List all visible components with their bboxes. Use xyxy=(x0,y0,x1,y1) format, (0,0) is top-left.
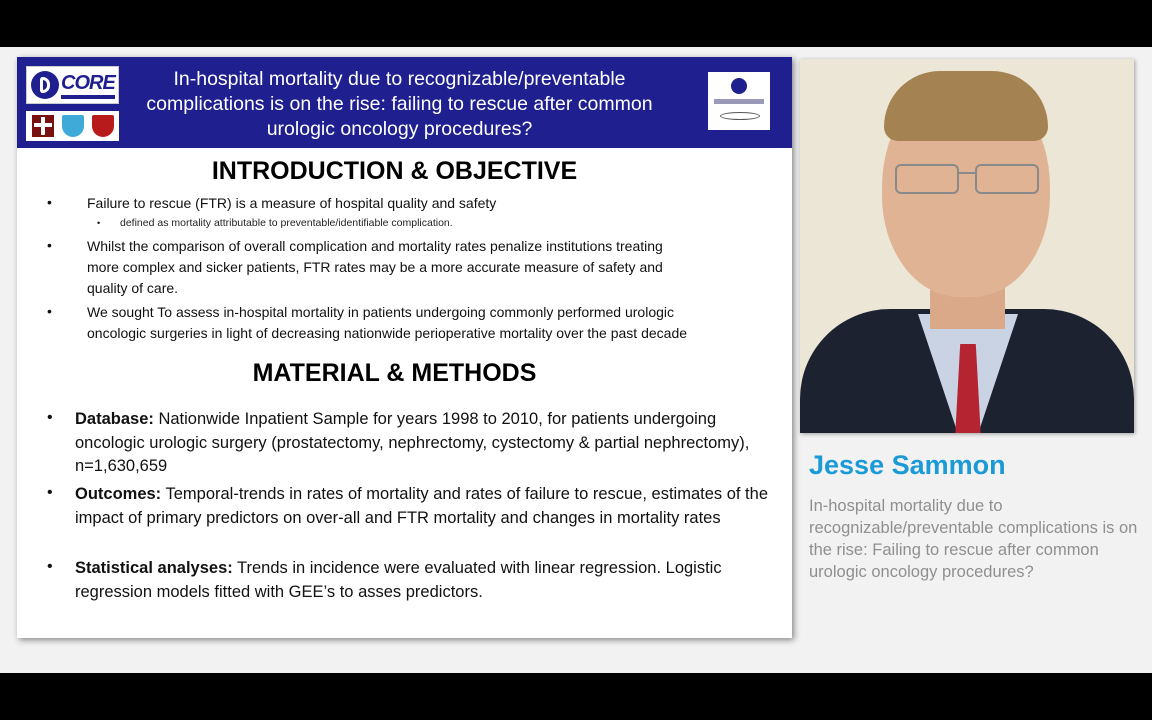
intro-bullet-2-line-3: quality of care. xyxy=(87,280,179,296)
sub-bullet-icon: • xyxy=(97,218,101,228)
slide-header-banner xyxy=(17,57,792,148)
intro-bullet-2-line-1: Whilst the comparison of overall complication and mortality rates penalize institutions treating xyxy=(87,238,663,254)
intro-bullet-3-line-2: oncologic surgeries in light of decreasing nationwide perioperative mortality over the past decade xyxy=(87,325,688,341)
methods-statistics-key: Statistical analyses: xyxy=(75,559,233,577)
core-logo-mark-icon xyxy=(31,71,59,99)
bullet-icon: • xyxy=(47,409,53,426)
methods-database-key: Database: xyxy=(75,410,154,428)
bullet-icon: • xyxy=(47,558,53,575)
bullet-icon: • xyxy=(47,194,52,210)
methods-heading: MATERIAL & METHODS xyxy=(252,359,537,387)
intro-heading: INTRODUCTION & OBJECTIVE xyxy=(211,157,578,185)
methods-database-text: Nationwide Inpatient Sample for years 1998 to 2010, for patients undergoing oncologic urologic surgery (prostatectomy, nephrectomy, cystectomy & partial nephrectomy), n=1,630,659 xyxy=(75,410,750,475)
bullet-icon: • xyxy=(47,237,52,253)
methods-statistics-text: Trends in incidence were evaluated with linear regression. Logistic regression models fitted with GEE’s to asses predictors. xyxy=(75,559,722,601)
vattikuti-mark-icon xyxy=(731,78,747,94)
speaker-photo xyxy=(800,59,1134,433)
harvard-shield-icon xyxy=(92,115,114,137)
slide-title: In-hospital mortality due to recognizable/preventable complications is on the rise: failing to rescue after common urologic oncology procedures? xyxy=(146,68,653,140)
vattikuti-institute-logo xyxy=(708,72,770,130)
core-logo xyxy=(26,66,119,104)
methods-outcomes xyxy=(75,483,775,530)
methods-database xyxy=(75,408,775,479)
intro-sub-bullet: defined as mortality attributable to preventable/identifiable complication. xyxy=(120,217,453,229)
methods-outcomes-text: Temporal-trends in rates of mortality and rates of failure to rescue, estimates of the impact of primary predictors on over-all and FTR mortality and changes in mortality rates xyxy=(75,485,768,527)
intro-bullet-2-line-2: more complex and sicker patients, FTR rates may be a more accurate measure of safety and xyxy=(87,259,663,275)
henry-ford-signature-icon xyxy=(720,112,760,120)
intro-bullet-3-line-1: We sought To assess in-hospital mortality in patients undergoing commonly performed urologic xyxy=(87,304,675,320)
bullet-icon: • xyxy=(47,484,53,501)
talk-title: In-hospital mortality due to recognizable/preventable complications is on the rise: Failing to rescue after common urologic oncology procedures? xyxy=(809,497,1138,581)
methods-outcomes-key: Outcomes: xyxy=(75,485,162,503)
intro-bullet-1: Failure to rescue (FTR) is a measure of hospital quality and safety xyxy=(87,195,497,211)
public-health-shield-icon xyxy=(62,115,84,137)
glasses-icon xyxy=(895,164,1039,194)
harvard-medical-shield-icon xyxy=(32,115,54,137)
institution-shields xyxy=(26,111,119,141)
presentation-slide xyxy=(17,57,792,638)
methods-statistics xyxy=(75,557,775,604)
bullet-icon: • xyxy=(47,303,52,319)
speaker-name: Jesse Sammon xyxy=(809,450,1006,480)
core-logo-text: CORE xyxy=(61,72,115,94)
